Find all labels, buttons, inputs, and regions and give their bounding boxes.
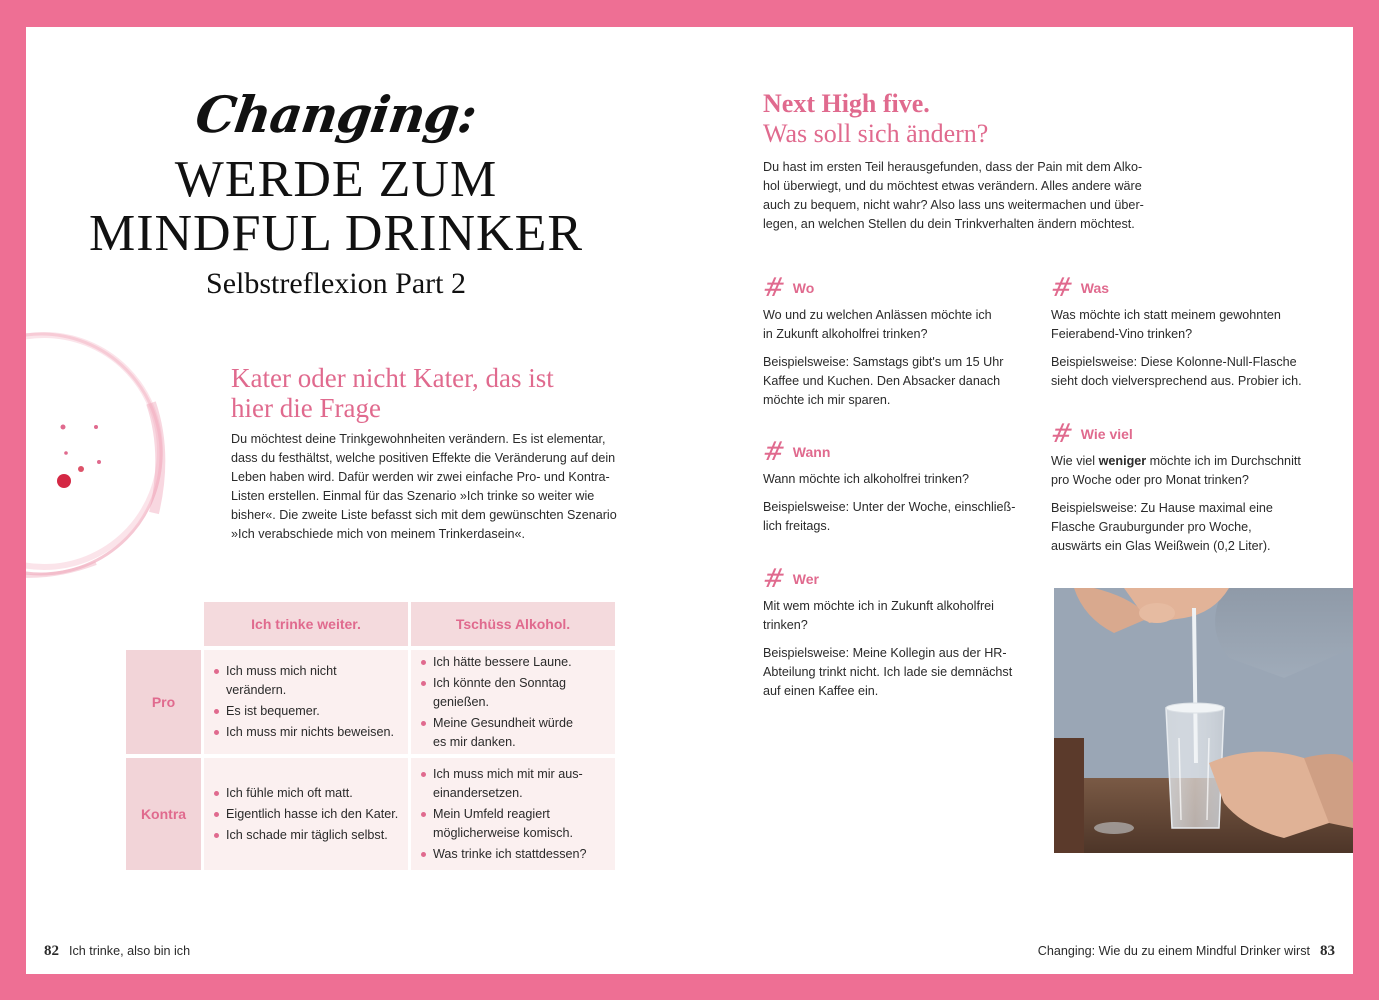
list-item: Ich schade mir täglich selbst.: [212, 826, 398, 845]
intro-line: legen, an welchen Stellen du dein Trinkverhalten ändern möchtest.: [763, 217, 1135, 231]
intro-paragraph: [763, 158, 1153, 234]
table-row-pro: [126, 650, 616, 754]
row-label-pro: Pro: [126, 650, 201, 754]
example-line: Flasche Grauburgunder pro Woche,: [1051, 520, 1252, 534]
list-item-line: genießen.: [433, 694, 490, 709]
question-emphasis: weniger: [1098, 454, 1147, 468]
example-text: [763, 353, 1033, 410]
question-line: [1051, 452, 1321, 471]
section-heading: [231, 363, 611, 423]
example-line: auswärts ein Glas Weißwein (0,2 Liter).: [1051, 539, 1271, 553]
hash-icon: #: [760, 273, 788, 303]
section-heading-line-2: Was soll sich ändern?: [763, 119, 989, 148]
example-line: Beispielsweise: Diese Kolonne-Null-Flasche: [1051, 355, 1297, 369]
question-line: Mit wem möchte ich in Zukunft alkoholfrei: [763, 599, 994, 613]
question-line: Wann möchte ich alkoholfrei trinken?: [763, 472, 970, 486]
intro-line: dass du festhältst, welche positiven Effekte die Veränderung auf dein: [231, 451, 616, 465]
list-item: Es ist bequemer.: [212, 702, 400, 721]
list-item: [419, 845, 587, 864]
page-subtitle: Selbstreflexion Part 2: [206, 267, 466, 300]
list-item: [419, 765, 587, 803]
intro-line: Listen erstellen. Einmal für das Szenario »Ich trinke so weiter wie: [231, 489, 595, 503]
book-spread: [26, 27, 1353, 974]
section-heading-line-1: Kater oder nicht Kater, das ist: [231, 363, 554, 393]
left-page: [26, 27, 689, 974]
hash-icon: #: [1048, 419, 1076, 449]
question-label: Wo: [792, 279, 815, 296]
list-item: [419, 653, 573, 672]
bullet-list: [419, 651, 573, 754]
table-cell: [204, 650, 408, 754]
glass-photo: [1054, 588, 1353, 853]
question-label: Wer: [792, 570, 819, 587]
question-block-wer: [760, 564, 1033, 710]
list-item: Ich muss mir nichts beweisen.: [212, 723, 400, 742]
list-item: [419, 805, 587, 843]
example-line: Beispielsweise: Unter der Woche, einschließ-: [763, 500, 1016, 514]
page-number: 83: [1320, 943, 1335, 959]
question-block-wo: [760, 273, 1033, 419]
question-label: Wie viel: [1080, 425, 1133, 442]
intro-line: bisher«. Die zweite Liste befasst sich mit dem gewünschten Szenario: [231, 508, 617, 522]
question-text: [763, 470, 1033, 489]
list-item: Eigentlich hasse ich den Kater.: [212, 805, 398, 824]
list-item: [419, 714, 573, 752]
question-header: [1048, 273, 1321, 303]
example-line: Kaffee und Kuchen. Den Absacker danach: [763, 374, 1001, 388]
page-title-line-1: WERDE ZUM: [174, 151, 498, 208]
list-item-line: Mein Umfeld reagiert: [433, 806, 550, 821]
intro-paragraph: [231, 430, 621, 544]
script-title: Changing:: [192, 85, 480, 144]
table-header-row: [126, 602, 616, 646]
list-item-line: Was trinke ich stattdessen?: [433, 846, 587, 861]
hash-icon: #: [760, 437, 788, 467]
intro-line: hol überwiegt, und du möchtest etwas verändern. Alles andere wäre: [763, 179, 1142, 193]
example-text: [1051, 353, 1321, 391]
table-cell: [411, 650, 615, 754]
bullet-list: [212, 660, 400, 744]
table-cell: [411, 758, 615, 870]
table-header-quit-alcohol: Tschüss Alkohol.: [411, 602, 615, 646]
row-label-kontra: Kontra: [126, 758, 201, 870]
question-line: pro Woche oder pro Monat trinken?: [1051, 473, 1249, 487]
list-item-line: einandersetzen.: [433, 785, 523, 800]
list-item-line: möglicherweise komisch.: [433, 825, 573, 840]
list-item-line: es mir danken.: [433, 734, 516, 749]
section-heading-line-2: hier die Frage: [231, 393, 381, 423]
question-block-wann: [760, 437, 1033, 545]
question-text: [763, 306, 1033, 344]
table-corner: [126, 602, 201, 646]
question-line: Was möchte ich statt meinem gewohnten: [1051, 308, 1281, 322]
section-heading-line-1: Next High five.: [763, 89, 930, 118]
hash-icon: #: [1048, 273, 1076, 303]
page-title: [26, 153, 646, 261]
list-item-line: Ich könnte den Sonntag: [433, 675, 567, 690]
hash-icon: #: [760, 564, 788, 594]
footer-left: [44, 943, 190, 960]
example-line: Beispielsweise: Meine Kollegin aus der HR-: [763, 646, 1007, 660]
page-title-line-2: MINDFUL DRINKER: [88, 205, 584, 262]
list-item: [419, 674, 573, 712]
intro-line: »Ich verabschiede mich von meinem Trinkerdasein«.: [231, 527, 525, 541]
question-line: trinken?: [763, 618, 808, 632]
example-text: [763, 498, 1033, 536]
page-number: 82: [44, 943, 59, 959]
question-header: [760, 564, 1033, 594]
question-block-wie-viel: [1048, 419, 1321, 565]
question-text: [763, 597, 1033, 635]
question-label: Wann: [792, 443, 831, 460]
example-line: sieht doch vielversprechend aus. Probier ich.: [1051, 374, 1302, 388]
example-line: lich freitags.: [763, 519, 831, 533]
question-header: [760, 273, 1033, 303]
example-text: [1051, 499, 1321, 556]
wine-ring-stain-icon: [26, 323, 176, 585]
question-header: [1048, 419, 1321, 449]
example-line: auf einen Kaffee ein.: [763, 684, 879, 698]
question-line: in Zukunft alkoholfrei trinken?: [763, 327, 928, 341]
right-page: [689, 27, 1353, 974]
list-item-line: Ich muss mich mit mir aus-: [433, 766, 583, 781]
question-label: Was: [1080, 279, 1110, 296]
intro-line: Du hast im ersten Teil herausgefunden, dass der Pain mit dem Alko-: [763, 160, 1143, 174]
running-footer: Changing: Wie du zu einem Mindful Drinker wirst: [1037, 944, 1310, 958]
bullet-list: [212, 782, 398, 847]
section-heading: [763, 89, 1163, 149]
question-line: Wo und zu welchen Anlässen möchte ich: [763, 308, 992, 322]
list-item: Ich muss mich nicht verändern.: [212, 662, 400, 700]
question-text: [1051, 306, 1321, 344]
example-line: Abteilung trinkt nicht. Ich lade sie demnächst: [763, 665, 1013, 679]
footer-right: [1038, 943, 1335, 960]
question-fragment: Wie viel: [1051, 454, 1099, 468]
question-line: Feierabend-Vino trinken?: [1051, 327, 1193, 341]
pro-contra-table: [126, 602, 616, 874]
list-item-line: Meine Gesundheit würde: [433, 715, 574, 730]
list-item-line: Ich hätte bessere Laune.: [433, 654, 572, 669]
list-item: Ich fühle mich oft matt.: [212, 784, 398, 803]
running-footer: Ich trinke, also bin ich: [69, 944, 191, 958]
table-cell: [204, 758, 408, 870]
question-header: [760, 437, 1033, 467]
example-line: Beispielsweise: Zu Hause maximal eine: [1051, 501, 1273, 515]
bullet-list: [419, 763, 587, 866]
example-line: möchte ich mir sparen.: [763, 393, 891, 407]
question-text: [1051, 452, 1321, 490]
example-line: Beispielsweise: Samstags gibt's um 15 Uhr: [763, 355, 1004, 369]
intro-line: Du möchtest deine Trinkgewohnheiten verändern. Es ist elementar,: [231, 432, 606, 446]
intro-line: auch zu bequem, nicht wahr? Also lass uns weitermachen und über-: [763, 198, 1144, 212]
table-row-kontra: [126, 758, 616, 870]
example-text: [763, 644, 1033, 701]
table-header-keep-drinking: Ich trinke weiter.: [204, 602, 408, 646]
question-block-was: [1048, 273, 1321, 400]
question-fragment: möchte ich im Durchschnitt: [1146, 454, 1301, 468]
intro-line: Leben haben wird. Dafür werden wir zwei einfache Pro- und Kontra-: [231, 470, 610, 484]
